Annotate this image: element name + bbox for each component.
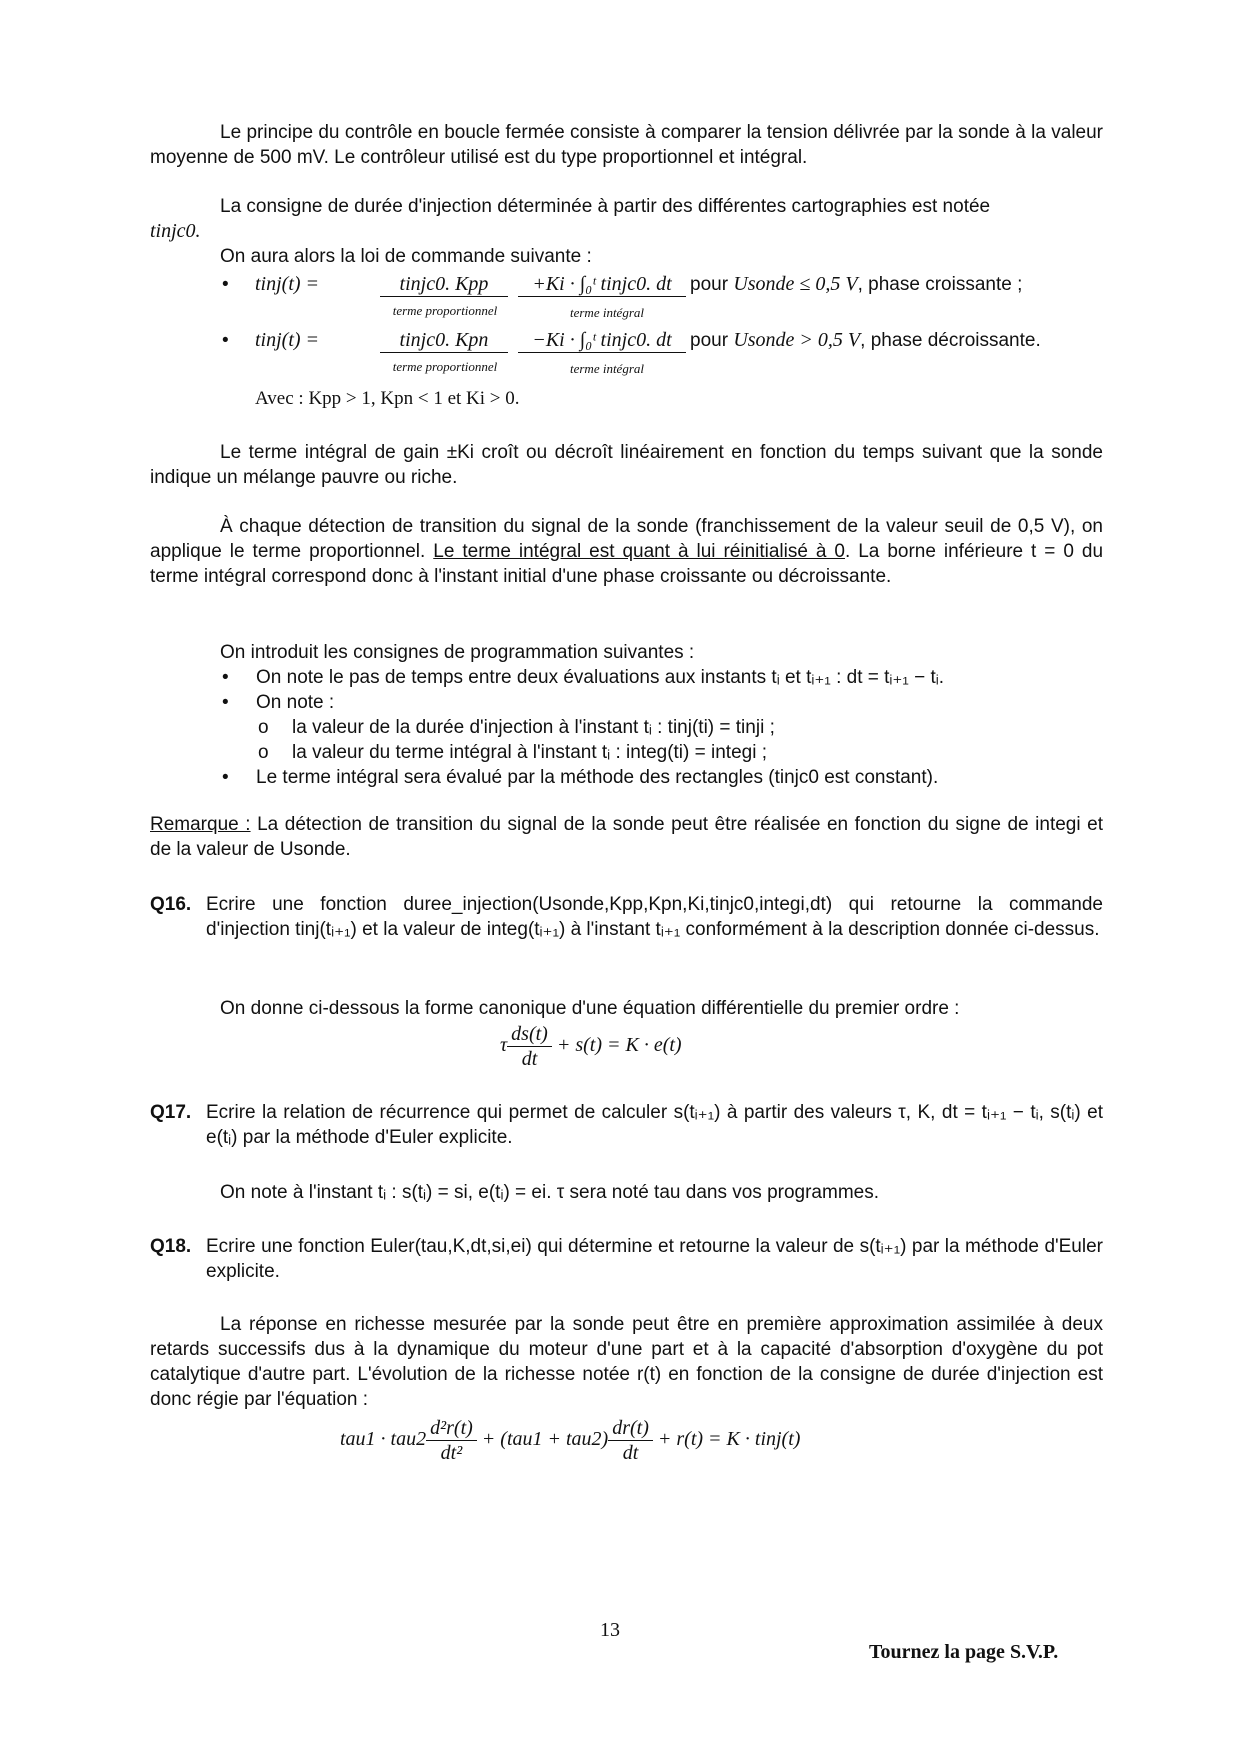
eq1-tau: τ [500,1034,508,1057]
law-intro: On aura alors la loi de commande suivante : [220,246,592,267]
closed-loop-text: Le principe du contrôle en boucle fermée consiste à comparer la tension délivrée par la sonde à la valeur moyenne de 500 mV. Le contrôleur utilisé est du type proportionnel et intégral. [150,122,1103,168]
law2-cond-pre: pour [690,330,729,351]
eq1-fraction [507,1022,552,1071]
remark-text [150,812,1103,862]
integral-gain-text: Le terme intégral de gain ±Ki croît ou décroît linéairement en fonction du temps suivant que la sonde indique un mélange pauvre ou riche. [150,442,1103,488]
rule-rectangles: Le terme intégral sera évalué par la méthode des rectangles (tinjc0 est constant). [256,767,939,788]
rule-integral-value: la valeur du terme intégral à l'instant tᵢ : integ(ti) = integi ; [292,742,767,763]
eq2-denominator-first: dt [622,1442,639,1464]
q18-label: Q18. [150,1236,192,1257]
law1-lhs: tinj(t) = [255,273,320,295]
programming-rules [150,640,1103,790]
remark-block [150,812,1103,862]
canonical-intro-text: On donne ci-dessous la forme canonique d'une équation différentielle du premier ordre : [220,998,960,1019]
law2-cond-math: Usonde > 0,5 V [733,329,861,351]
list-item [256,715,1103,740]
programming-intro: On introduit les consignes de programmation suivantes : [220,642,695,663]
q16-text: Ecrire une fonction duree_injection(Usonde,Kpp,Kpn,Ki,tinjc0,integi,dt) qui retourne la commande d'injection tinj(tᵢ₊₁) et la valeur de integ(tᵢ₊₁) à l'instant tᵢ₊₁ conformément à la description donnée ci-dessus. [206,894,1103,940]
eq2-rhs: + r(t) = K · tinj(t) [657,1428,801,1451]
paragraph-consigne [150,194,1103,244]
notation-sublist [256,715,1103,765]
paragraph-richness [150,1312,1103,1412]
bullet-icon: • [222,330,229,351]
list-item [256,740,1103,765]
turn-page-note: Tournez la page S.V.P. [869,1641,1059,1663]
programming-list [150,665,1103,790]
eq2-fraction-second [426,1416,477,1465]
law2-integral-label: terme intégral [569,361,644,376]
eq1-denominator: dt [521,1048,538,1070]
law1-cond-pre: pour [690,274,729,295]
remark-label: Remarque : [150,814,251,835]
canonical-form-intro [150,996,1103,1021]
question-q18 [150,1234,1103,1284]
rule-injection-value: la valeur de la durée d'injection à l'instant tᵢ : tinj(ti) = tinji ; [292,717,775,738]
law1-cond-post: , phase croissante ; [857,274,1023,295]
page-number: 13 [600,1619,620,1641]
law1-integral-term: +Ki · ∫₀ᵗ tinjc0. dt [518,272,686,297]
remark-body: La détection de transition du signal de la sonde peut être réalisée en fonction du signe de integi et de la valeur de Usonde. [150,814,1103,860]
eq2-fraction-first [608,1416,653,1465]
question-q17 [150,1100,1103,1150]
eq2-numerator-second: d²r(t) [426,1416,477,1441]
eq1-numerator: ds(t) [507,1022,552,1047]
law1-proportional-label: terme proportionnel [392,303,498,318]
q17-label: Q17. [150,1102,192,1123]
law2-lhs: tinj(t) = [255,329,320,351]
eq2-numerator-first: dr(t) [608,1416,653,1441]
transition-underlined: Le terme intégral est quant à lui réinitialisé à 0 [433,541,845,562]
paragraph-integral-gain [150,440,1103,490]
q16-label: Q16. [150,894,192,915]
paragraph-transition [150,514,1103,589]
consigne-variable: tinjc0. [150,220,201,242]
eq1-rhs: + s(t) = K · e(t) [556,1034,682,1057]
transition-text-b: . La borne inférieure t = 0 du terme intégral correspond donc à l'instant initial d'une phase croissante ou décroissante. [150,541,1104,587]
list-item [150,665,1103,690]
q17-text: Ecrire la relation de récurrence qui permet de calculer s(tᵢ₊₁) à partir des valeurs τ, K, dt = tᵢ₊₁ − tᵢ, s(tᵢ) et e(tᵢ) par la méthode d'Euler explicite. [206,1102,1103,1148]
transition-text [150,514,1103,589]
eq2-denominator-second: dt² [440,1442,463,1464]
notation-text: On note à l'instant tᵢ : s(tᵢ) = si, e(tᵢ) = ei. τ sera noté tau dans vos programmes. [220,1182,879,1203]
bullet-icon: • [222,274,229,295]
list-item [150,690,1103,765]
law1-proportional-term: tinjc0. Kpp [380,272,508,297]
law1-condition [690,272,1022,297]
second-order-equation [340,1416,940,1482]
eq2-product: tau1 · tau2 [340,1428,427,1451]
law2-integral-term: −Ki · ∫₀ᵗ tinjc0. dt [518,328,686,353]
eq2-sum: + (tau1 + tau2) [481,1428,609,1451]
consigne-text [150,194,1103,219]
law-increasing-phase [150,268,1110,318]
list-item [150,765,1103,790]
consigne-sentence: La consigne de durée d'injection déterminée à partir des différentes cartographies est notée [220,196,991,217]
rule-notation: On note : [256,692,335,713]
law2-cond-post: , phase décroissante. [860,330,1041,351]
transition-text-a: À chaque détection de transition du signal de la sonde (franchissement de la valeur seuil de 0,5 V), on applique le terme proportionnel. [150,516,1103,562]
rule-time-step: On note le pas de temps entre deux évaluations aux instants tᵢ et tᵢ₊₁ : dt = tᵢ₊₁ − tᵢ. [256,667,945,688]
paragraph-closed-loop [150,120,1103,170]
notation-line [150,1180,1103,1205]
first-order-equation [500,1022,760,1082]
law-decreasing-phase [150,324,1110,374]
law-conditions: Avec : Kpp > 1, Kpn < 1 et Ki > 0. [255,388,520,409]
law1-integral-label: terme intégral [569,305,644,320]
question-q16 [150,892,1103,942]
control-law-block [150,244,1103,409]
richness-text: La réponse en richesse mesurée par la sonde peut être en première approximation assimilée à deux retards successifs dus à la dynamique du moteur d'une part et à la capacité d'absorption d'oxygène du pot catalytique d'autre part. L'évolution de la richesse notée r(t) en fonction de la consigne de durée d'injection est donc régie par l'équation : [150,1314,1103,1410]
law2-condition [690,328,1041,353]
law2-proportional-term: tinjc0. Kpn [380,328,508,353]
law2-proportional-label: terme proportionnel [392,359,498,374]
q18-text: Ecrire une fonction Euler(tau,K,dt,si,ei) qui détermine et retourne la valeur de s(tᵢ₊₁) par la méthode d'Euler explicite. [206,1236,1103,1282]
law1-cond-math: Usonde ≤ 0,5 V [733,273,858,295]
